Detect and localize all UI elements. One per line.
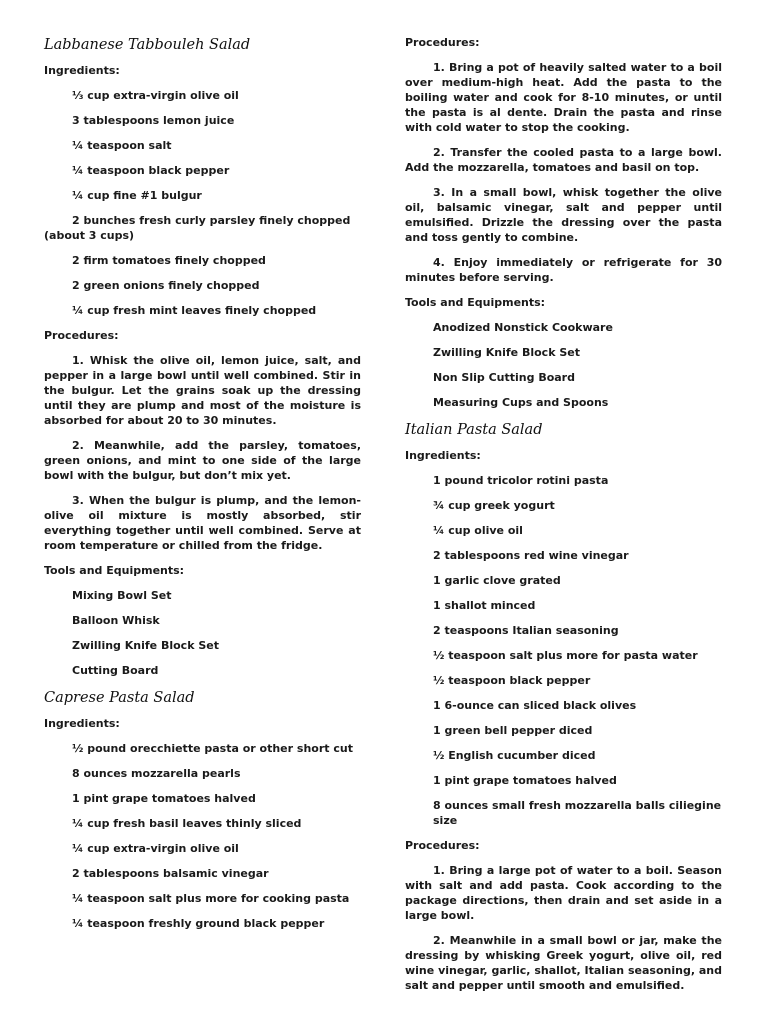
tool-item: Mixing Bowl Set: [72, 589, 172, 602]
caprese-ingredients-label: Ingredients:: [44, 717, 120, 730]
ingredient-item: 1 garlic clove grated: [433, 574, 561, 587]
italian-ingredients-label: Ingredients:: [405, 449, 481, 462]
ingredient-item: ¼ cup extra-virgin olive oil: [72, 842, 239, 855]
ingredient-item: ¼ teaspoon freshly ground black pepper: [72, 917, 325, 930]
procedure-step: 4. Enjoy immediately or refrigerate for 30 minutes before serving.: [405, 256, 722, 284]
procedure-step: 3. When the bulgur is plump, and the lemon-olive oil mixture is mostly absorbed, stir everything together until well combined. Serve at room temperature or chilled from the fridge.: [44, 494, 361, 552]
ingredient-item: 1 shallot minced: [433, 599, 536, 612]
ingredient-item: 2 teaspoons Italian seasoning: [433, 624, 619, 637]
ingredient-item: ½ teaspoon black pepper: [433, 674, 591, 687]
procedure-step: 2. Transfer the cooled pasta to a large bowl. Add the mozzarella, tomatoes and basil on top.: [405, 146, 722, 174]
ingredient-item: 8 ounces small fresh mozzarella balls ciliegine size: [433, 799, 722, 827]
tabbouleh-ingredients-label: Ingredients:: [44, 64, 120, 77]
ingredient-item: ¼ teaspoon salt: [72, 139, 172, 152]
ingredient-item: 1 pint grape tomatoes halved: [72, 792, 256, 805]
ingredient-item: ¾ cup greek yogurt: [433, 499, 555, 512]
ingredient-item: 2 green onions finely chopped: [72, 279, 260, 292]
tabbouleh-title: Labbanese Tabbouleh Salad: [44, 37, 251, 53]
tool-item: Non Slip Cutting Board: [433, 371, 575, 384]
ingredient-item: 1 pound tricolor rotini pasta: [433, 474, 609, 487]
right-column: [405, 35, 722, 1003]
ingredient-item: ½ teaspoon salt plus more for pasta water: [433, 649, 698, 662]
ingredient-item: ¼ cup fresh mint leaves finely chopped: [72, 304, 317, 317]
procedure-step: 1. Whisk the olive oil, lemon juice, salt, and pepper in a large bowl until well combined. Stir in the bulgur. Let the grains soak up the dressing until they are plump and most of the moisture is absorbed for about 20 to 30 minutes.: [44, 354, 361, 427]
ingredient-item: ¼ teaspoon salt plus more for cooking pasta: [72, 892, 350, 905]
ingredient-item: 1 6-ounce can sliced black olives: [433, 699, 637, 712]
caprese-procedures-label: Procedures:: [405, 36, 480, 49]
tool-item: Cutting Board: [72, 664, 159, 677]
tool-item: Zwilling Knife Block Set: [72, 639, 219, 652]
caprese-tools-label: Tools and Equipments:: [405, 296, 546, 309]
italian-procedures-label: Procedures:: [405, 839, 480, 852]
tool-item: Anodized Nonstick Cookware: [433, 321, 613, 334]
tool-item: Balloon Whisk: [72, 614, 160, 627]
ingredient-item: 2 bunches fresh curly parsley finely chopped (about 3 cups): [44, 214, 351, 242]
procedure-step: 3. In a small bowl, whisk together the olive oil, balsamic vinegar, salt and pepper until emulsified. Drizzle the dressing over the pasta and toss gently to combine.: [405, 186, 722, 244]
procedure-step: 1. Bring a large pot of water to a boil. Season with salt and add pasta. Cook according to the package directions, then drain and set aside in a large bowl.: [405, 864, 722, 922]
ingredient-item: 2 firm tomatoes finely chopped: [72, 254, 266, 267]
italian-title: Italian Pasta Salad: [405, 422, 543, 438]
ingredient-item: 1 green bell pepper diced: [433, 724, 593, 737]
tabbouleh-tools-label: Tools and Equipments:: [44, 564, 185, 577]
ingredient-item: 2 tablespoons red wine vinegar: [433, 549, 629, 562]
caprese-title: Caprese Pasta Salad: [44, 690, 195, 706]
tool-item: Zwilling Knife Block Set: [433, 346, 580, 359]
procedure-step: 1. Bring a pot of heavily salted water to a boil over medium-high heat. Add the pasta to the boiling water and cook for 8-10 minutes, or until the pasta is al dente. Drain the pasta and rinse with cold water to stop the cooking.: [405, 61, 722, 134]
ingredient-item: 1 pint grape tomatoes halved: [433, 774, 617, 787]
procedure-step: 2. Meanwhile in a small bowl or jar, make the dressing by whisking Greek yogurt, olive oil, red wine vinegar, garlic, shallot, Italian seasoning, and salt and pepper until smooth and emulsified.: [405, 934, 722, 992]
ingredient-item: 2 tablespoons balsamic vinegar: [72, 867, 269, 880]
ingredient-item: 8 ounces mozzarella pearls: [72, 767, 241, 780]
ingredient-item: ¼ cup fine #1 bulgur: [72, 189, 202, 202]
ingredient-item: ½ pound orecchiette pasta or other short cut: [72, 742, 353, 755]
tool-item: Measuring Cups and Spoons: [433, 396, 609, 409]
ingredient-item: ⅓ cup extra-virgin olive oil: [72, 89, 239, 102]
ingredient-item: ¼ cup olive oil: [433, 524, 523, 537]
ingredient-item: ¼ teaspoon black pepper: [72, 164, 230, 177]
ingredient-item: ¼ cup fresh basil leaves thinly sliced: [72, 817, 302, 830]
ingredient-item: 3 tablespoons lemon juice: [72, 114, 235, 127]
procedure-step: 2. Meanwhile, add the parsley, tomatoes, green onions, and mint to one side of the large bowl with the bulgur, but don’t mix yet.: [44, 439, 361, 482]
ingredient-item: ½ English cucumber diced: [433, 749, 596, 762]
left-column: [44, 35, 361, 941]
tabbouleh-procedures-label: Procedures:: [44, 329, 119, 342]
